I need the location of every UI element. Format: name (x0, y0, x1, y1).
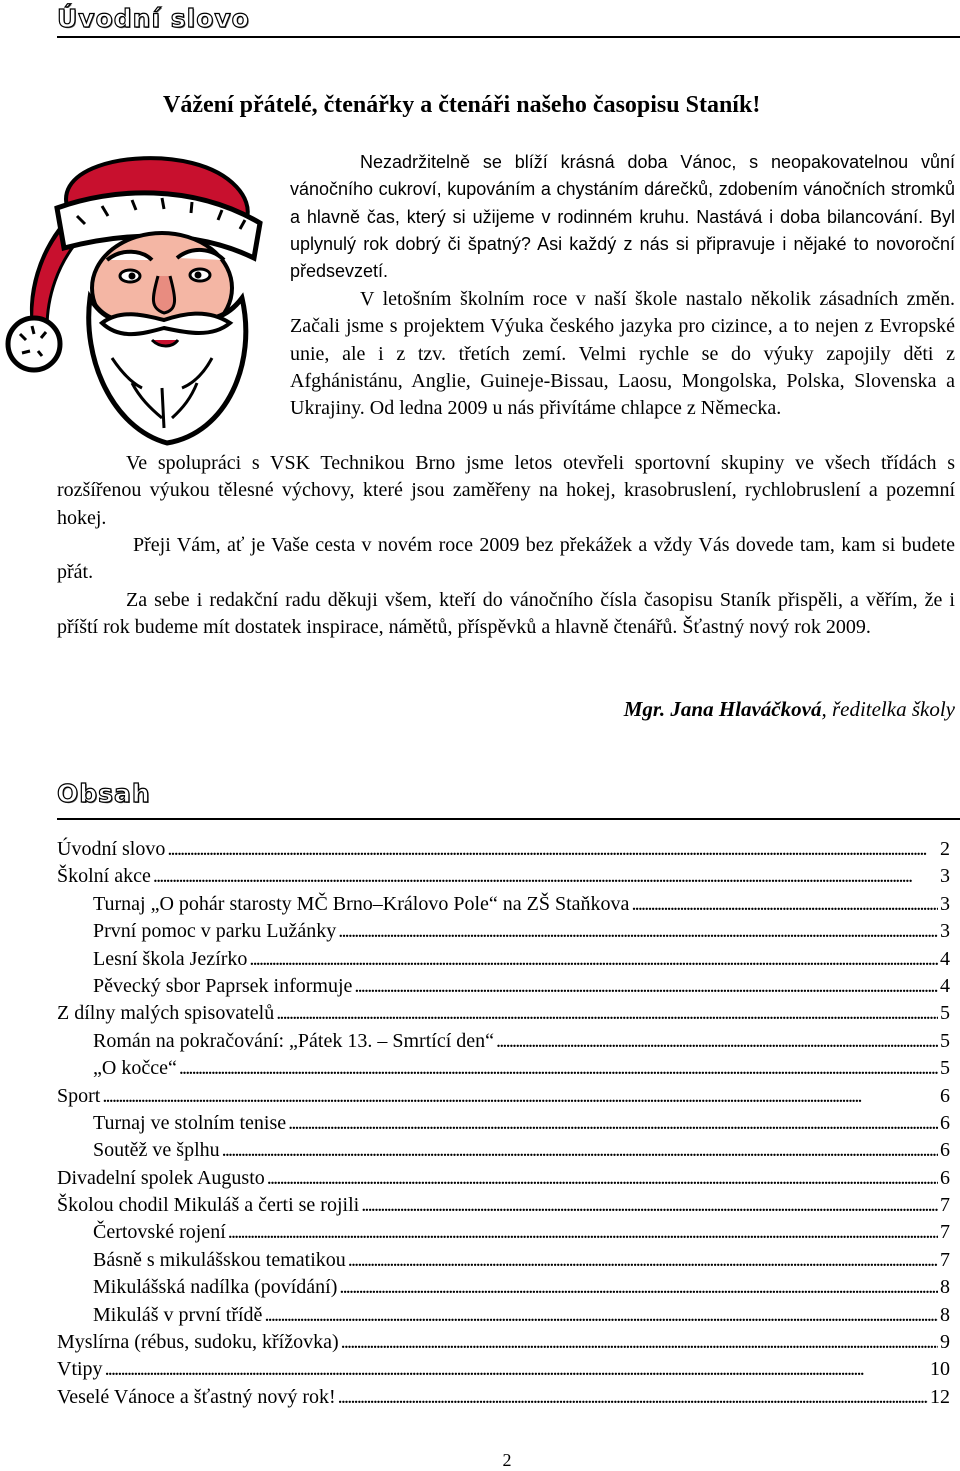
toc-entry-title: Čertovské rojení (93, 1221, 226, 1244)
toc-entry-title: Sport (57, 1084, 101, 1107)
toc-leader-dots (264, 1302, 938, 1329)
toc-entry[interactable] (57, 1219, 950, 1246)
toc-leader-dots (348, 1247, 938, 1274)
toc-leader-dots (354, 973, 938, 1000)
toc-entry[interactable] (57, 1274, 950, 1301)
toc-entry-title: Básně s mikulášskou tematikou (93, 1248, 346, 1271)
toc-entry[interactable] (57, 1165, 950, 1192)
toc-entry-page: 9 (940, 1331, 950, 1354)
toc-entry-page: 5 (940, 1029, 950, 1052)
toc-entry[interactable] (57, 1028, 950, 1055)
greeting: Vážení přátelé, čtenářky a čtenáři našeho časopisu Staník! (163, 92, 761, 118)
toc-entry-page: 7 (940, 1248, 950, 1271)
toc-entry[interactable] (57, 1137, 950, 1164)
toc-entry-title: Turnaj „O pohár starosty MČ Brno–Královo Pole“ na ZŠ Staňkova (93, 892, 630, 915)
table-of-contents (57, 836, 950, 1411)
toc-leader-dots (341, 1329, 938, 1356)
toc-entry-title: „O kočce“ (93, 1057, 177, 1080)
toc-entry-page: 5 (940, 1057, 950, 1080)
toc-leader-dots (102, 1083, 938, 1110)
toc-entry[interactable] (57, 918, 950, 945)
toc-entry[interactable] (57, 973, 950, 1000)
toc-leader-dots (267, 1165, 938, 1192)
toc-leader-dots (167, 836, 938, 863)
toc-entry-title: Myslírna (rébus, sudoku, křížovka) (57, 1331, 339, 1354)
toc-entry[interactable] (57, 1055, 950, 1082)
toc-entry-title: Školou chodil Mikuláš a čerti se rojili (57, 1194, 360, 1217)
toc-entry[interactable] (57, 946, 950, 973)
signature-role: , ředitelka školy (821, 697, 955, 721)
toc-leader-dots (179, 1055, 938, 1082)
toc-entry-page: 4 (940, 974, 950, 997)
toc-entry-page: 7 (940, 1194, 950, 1217)
toc-leader-dots (338, 918, 938, 945)
toc-entry-title: Lesní škola Jezírko (93, 947, 248, 970)
toc-leader-dots (105, 1356, 928, 1383)
contents-heading: Obsah (57, 779, 151, 808)
toc-entry[interactable] (57, 1329, 950, 1356)
toc-entry-title: Úvodní slovo (57, 838, 166, 860)
toc-entry-title: Turnaj ve stolním tenise (93, 1111, 287, 1134)
toc-entry-title: Román na pokračování: „Pátek 13. – Smrtící den“ (93, 1029, 495, 1052)
toc-entry-page: 7 (940, 1221, 950, 1244)
toc-entry-title: První pomoc v parku Lužánky (93, 920, 337, 943)
signature-name: Mgr. Jana Hlaváčková (623, 697, 822, 721)
toc-leader-dots (249, 946, 938, 973)
toc-entry-title: Z dílny malých spisovatelů (57, 1002, 275, 1025)
toc-entry[interactable] (57, 891, 950, 918)
toc-entry-page: 3 (940, 892, 950, 915)
toc-entry[interactable] (57, 1302, 950, 1329)
toc-entry-page: 6 (940, 1166, 950, 1189)
toc-entry-title: Divadelní spolek Augusto (57, 1166, 265, 1189)
heading-rule (57, 818, 960, 820)
intro-paragraph-1: Nezadržitelně se blíží krásná doba Vánoc, s neopakovatelnou vůní vánočního cukroví, kupováním a chystáním dárečků, zdobením vánočních stromků a hlavně čas, který si užijeme v rodinném kruhu. Nastává i doba bilancování. Byl uplynulý rok dobrý či špatný? Asi každý z nás si připravuje i nějaké to novoroční předsevzetí. (290, 152, 955, 282)
toc-entry-title: Vtipy (57, 1358, 103, 1381)
toc-leader-dots (339, 1274, 938, 1301)
toc-entry-title: Soutěž ve šplhu (93, 1139, 220, 1162)
toc-entry-title: Pěvecký sbor Paprsek informuje (93, 974, 353, 997)
toc-leader-dots (276, 1000, 938, 1027)
signature (624, 697, 955, 722)
intro-paragraph-4: Přeji Vám, ať je Vaše cesta v novém roce 2009 bez překážek a vždy Vás dovede tam, kam si budete přát. (57, 534, 955, 584)
toc-entry[interactable] (57, 1356, 950, 1383)
toc-entry[interactable] (57, 1000, 950, 1027)
toc-leader-dots (631, 891, 938, 918)
toc-entry-page: 5 (940, 1002, 950, 1025)
toc-entry-page: 12 (930, 1385, 950, 1408)
intro-heading: Úvodní slovo (57, 4, 250, 33)
toc-entry[interactable] (57, 1192, 950, 1219)
toc-leader-dots (288, 1110, 938, 1137)
toc-entry-page: 3 (940, 865, 950, 888)
toc-entry[interactable] (57, 1083, 950, 1110)
intro-paragraph-5: Za sebe i redakční radu děkuji všem, kteří do vánočního čísla časopisu Staník přispěli, a věřím, že i příští rok budeme mít dostatek inspirace, námětů, příspěvků a hlavně čtenářů. Šťastný nový rok 2009. (57, 589, 955, 639)
toc-leader-dots (496, 1028, 938, 1055)
toc-entry[interactable] (57, 1247, 950, 1274)
toc-entry-page: 6 (940, 1139, 950, 1162)
toc-entry[interactable] (57, 1110, 950, 1137)
page-number: 2 (502, 1450, 512, 1470)
toc-entry-title: Mikuláš v první třídě (93, 1303, 263, 1326)
heading-rule (57, 36, 960, 38)
santa-claus-icon (2, 148, 280, 448)
toc-entry-title: Veselé Vánoce a šťastný nový rok! (57, 1385, 336, 1408)
toc-entry-page: 10 (930, 1358, 950, 1381)
toc-entry-page: 8 (940, 1303, 950, 1326)
toc-entry-page: 3 (940, 920, 950, 943)
toc-leader-dots (228, 1219, 938, 1246)
toc-entry-title: Školní akce (57, 865, 151, 888)
toc-entry[interactable] (57, 836, 950, 863)
toc-leader-dots (222, 1137, 938, 1164)
toc-entry-page: 6 (940, 1111, 950, 1134)
toc-entry-page: 2 (940, 838, 950, 860)
toc-leader-dots (153, 863, 938, 890)
toc-leader-dots (361, 1192, 938, 1219)
toc-entry-page: 6 (940, 1084, 950, 1107)
toc-leader-dots (338, 1384, 928, 1411)
toc-entry-page: 4 (940, 947, 950, 970)
toc-entry[interactable] (57, 863, 950, 890)
toc-entry[interactable] (57, 1384, 950, 1411)
toc-entry-page: 8 (940, 1276, 950, 1299)
intro-paragraph-3: Ve spolupráci s VSK Technikou Brno jsme letos otevřeli sportovní skupiny ve všech třídách s rozšířenou výukou tělesné výchovy, které jsou zaměřeny na hokej, krasobruslení, rychlobruslení a pozemní hokej. (57, 452, 955, 529)
intro-paragraph-2: V letošním školním roce v naší škole nastalo několik zásadních změn. Začali jsme s projektem Výuka českého jazyka pro cizince, a to nejen z Evropské unie, ale i z tzv. třetích zemí. Velmi rychle se do výuky zapojily děti z Afghánistánu, Anglie, Guineje-Bissau, Laosu, Mongolska, Polska, Slovenska a Ukrajiny. Od ledna 2009 u nás přivítáme chlapce z Německa. (290, 288, 955, 420)
toc-entry-title: Mikulášská nadílka (povídání) (93, 1276, 338, 1299)
